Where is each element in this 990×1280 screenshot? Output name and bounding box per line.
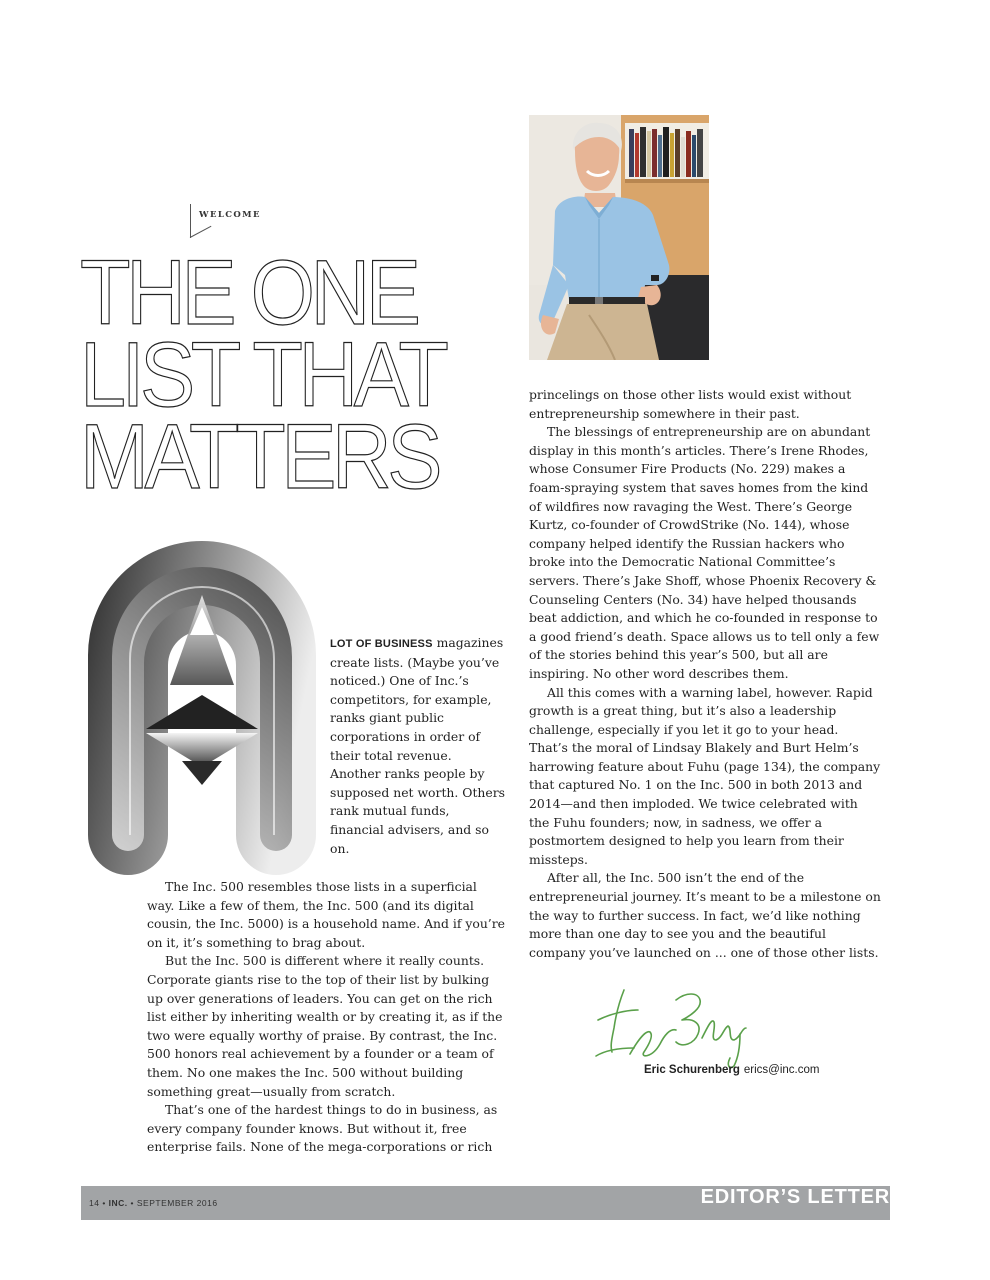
body-paragraph-4-continued: princelings on those other lists would exist without entrepreneurship somewhere in their past.: [529, 387, 852, 421]
magazine-name: INC.: [108, 1198, 128, 1208]
dropcap-a-logo: [82, 535, 322, 880]
tag-bracket-line: [190, 204, 191, 238]
section-name: EDITOR’S LETTER: [700, 1188, 890, 1205]
portrait-illustration: [529, 115, 709, 360]
headline-line-3: MATTERS: [80, 406, 438, 508]
headline-line-1: THE ONE: [80, 242, 417, 344]
issue-date: SEPTEMBER 2016: [136, 1198, 218, 1208]
editor-portrait-photo: [529, 115, 709, 360]
editor-signature: [590, 980, 760, 1070]
author-email: erics@inc.com: [743, 1064, 820, 1076]
footer-bar: [81, 1186, 890, 1220]
body-paragraph-7: After all, the Inc. 500 isn’t the end of the entrepreneurial journey. It’s meant to be a milestone on the way to further success. In fact, we’d like nothing more than one day to see you and the beautiful company you’ve launched on ... one of those other lists.: [529, 870, 881, 960]
body-paragraph-5: The blessings of entrepreneurship are on abundant display in this month’s articles. There’s Irene Rhodes, whose Consumer Fire Products (No. 229) makes a foam-spraying system that saves homes from the kind of wildfires now ravaging the West. There’s George Kurtz, co-founder of CrowdStrike (No. 144), whose company helped identify the Russian hackers who broke into the Democratic National Committee’s servers. There’s Jake Shoff, whose Phoenix Recovery & Counseling Centers (No. 34) have helped thousands beat addiction, and which he co-founded in response to a good friend’s death. Space allows us to tell only a few of the stories behind this year’s 500, but all are inspiring. No other word describes them.: [529, 424, 880, 681]
lead-paragraph-column: [330, 634, 505, 858]
lead-caps: LOT OF BUSINESS: [330, 638, 433, 650]
headline-line-2: LIST THAT: [80, 324, 445, 426]
lead-paragraph: [330, 634, 505, 858]
signature-icon: [590, 980, 760, 1070]
lead-text: magazines create lists. (Maybe you’ve noticed.) One of Inc.’s competitors, for example, ranks giant public corporations in order of their total revenue. Another ranks people by supposed net worth. Others rank mutual funds, financial advisers, and so on.: [330, 635, 506, 856]
tag-bracket-foot: [190, 226, 212, 238]
left-text-column: [147, 878, 505, 1157]
page-number: 14: [89, 1198, 100, 1208]
dropcap-a-icon: [82, 535, 322, 880]
folio: 14 • INC. • SEPTEMBER 2016: [89, 1198, 218, 1208]
author-name: Eric Schurenberg: [644, 1064, 740, 1076]
body-paragraph-3: But the Inc. 500 is different where it really counts. Corporate giants rise to the top of their list by bulking up over generations of leaders. You can get on the rich list either by inheriting wealth or by creating it, as if the two were equally worthy of praise. By contrast, the Inc. 500 honors real achievement by a founder or a team of them. No one makes the Inc. 500 without building something great—usually from scratch.: [147, 953, 503, 1099]
right-text-column: [529, 386, 881, 962]
body-paragraph-4: That’s one of the hardest things to do in business, as every company founder knows. But without it, free enterprise fails. None of the mega-corporations or rich: [147, 1102, 498, 1155]
section-tag-label: WELCOME: [199, 210, 261, 220]
section-tag: [190, 204, 310, 242]
signature-credit: [644, 1064, 819, 1076]
body-paragraph-2: The Inc. 500 resembles those lists in a superficial way. Like a few of them, the Inc. 500 (and its digital cousin, the Inc. 5000) is a household name. And if you’re on it, it’s something to brag about.: [147, 879, 506, 950]
page-headline: [80, 242, 458, 508]
body-paragraph-6: All this comes with a warning label, however. Rapid growth is a great thing, but it’s also a leadership challenge, especially if you let it go to your head. That’s the moral of Lindsay Blakely and Burt Helm’s harrowing feature about Fuhu (page 134), the company that captured No. 1 on the Inc. 500 in both 2013 and 2014—and then imploded. We twice celebrated with the Fuhu founders; now, in sadness, we offer a postmortem designed to help you learn from their missteps.: [529, 684, 881, 867]
